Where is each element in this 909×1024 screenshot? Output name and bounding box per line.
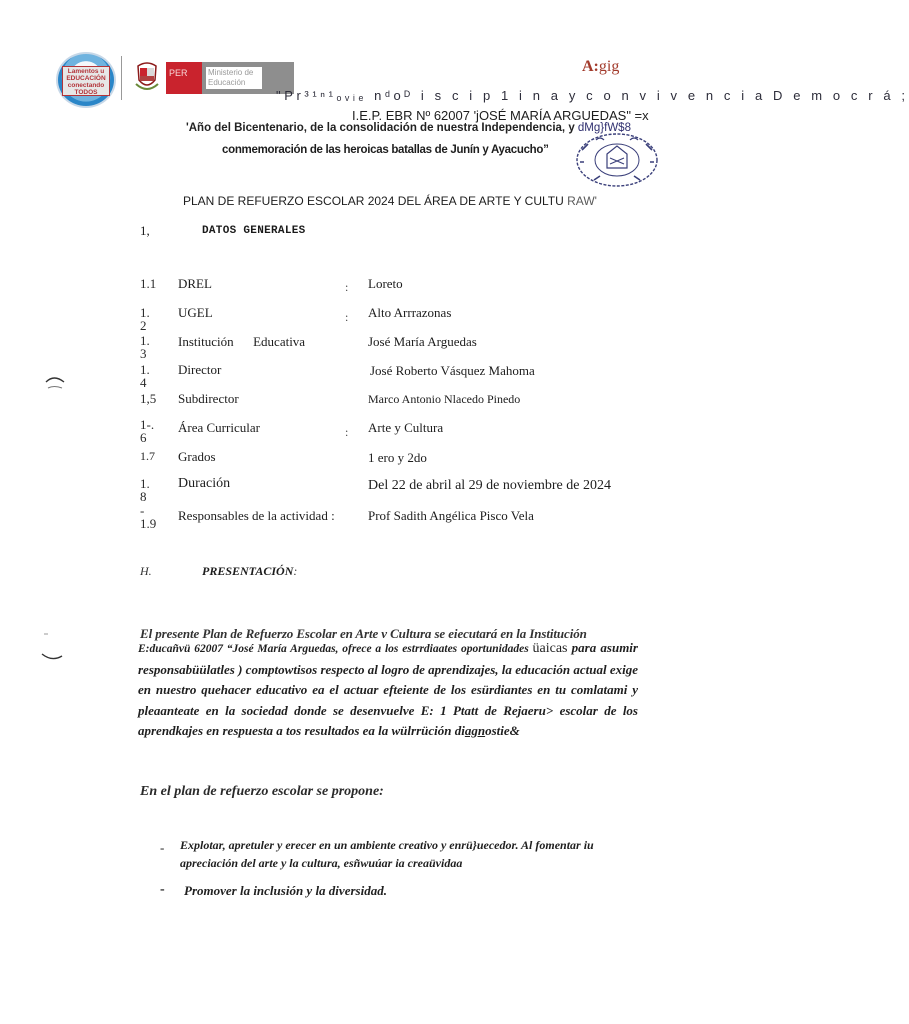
proposals-heading: En el plan de refuerzo escolar se propone:	[140, 784, 384, 799]
bullet-dash: -	[160, 840, 165, 855]
conmemoracion-line: conmemoración de las heroicas batallas de Junín y Ayacucho”	[222, 144, 549, 156]
row-number: 1,5	[140, 391, 157, 406]
row-value: Marco Antonio Nlacedo Pinedo	[368, 392, 521, 406]
row-label: Grados	[178, 449, 216, 464]
scan-artifact	[44, 374, 66, 390]
ministry-logo	[166, 62, 294, 94]
row-value: Del 22 de abril al 29 de noviembre de 2024	[368, 478, 611, 493]
education-campaign-logo	[56, 52, 116, 108]
row-colon: :	[345, 310, 349, 324]
row-label: Duración	[178, 476, 231, 491]
header-divider	[121, 56, 122, 100]
row-value: José María Arguedas	[368, 334, 477, 349]
row-value: Alto Arrrazonas	[368, 305, 452, 320]
row-label: Institución Educativa	[178, 334, 306, 349]
row-colon: :	[345, 425, 349, 439]
scan-artifact	[40, 630, 64, 664]
proposal-item: Promover la inclusión y la diversidad.	[184, 883, 387, 898]
row-number: 1.7	[140, 449, 155, 463]
ministry-name: Ministerio de Educación	[206, 67, 262, 89]
row-number: - 1.9	[140, 503, 157, 531]
presentation-heading-line: El presente Plan de Refuerzo Escolar en Arte v Cultura se eiecutará en la Institución	[140, 626, 587, 641]
row-value: Arte y Cultura	[368, 420, 444, 435]
row-label: Responsables de la actividad :	[178, 508, 335, 523]
school-stamp-seal	[574, 132, 660, 188]
bullet-dash: -	[160, 882, 165, 897]
row-number: 1-. 6	[140, 417, 155, 445]
row-label: Subdirector	[178, 391, 239, 406]
logo-text-line: TODOS	[74, 89, 98, 96]
logo-text-line: conectando	[67, 82, 105, 89]
row-number: 1. 4	[140, 362, 150, 390]
plan-title: PLAN DE REFUERZO ESCOLAR 2024 DEL ÁREA DE ARTE Y CULTU RAW'	[183, 194, 597, 208]
corner-mark: A:gig	[582, 58, 620, 75]
row-value: Loreto	[368, 276, 403, 291]
bicentenario-line: 'Año del Bicentenario, de la consolidación de nuestra Independencia, y dMg}fW$8	[186, 122, 631, 134]
row-value: 1 ero y 2do	[368, 450, 427, 465]
peru-coat-of-arms-icon	[134, 60, 160, 94]
row-number: 1. 2	[140, 305, 150, 333]
proposal-item: Explotar, apretuler y erecer en un ambiente creativo y enrü}uecedor. Al fomentar iu apreciación del arte y la cultura, esñwuúar ia creaüvidaa	[180, 838, 594, 870]
row-number: 1.1	[140, 276, 157, 291]
row-label: DREL	[178, 276, 212, 291]
school-name-line: I.E.P. EBR Nº 62007 'jOSÉ MARÍA ARGUEDAS" =x	[352, 108, 649, 123]
logo-text-line: Lamentos u	[67, 68, 105, 75]
row-colon: :	[345, 280, 349, 294]
section-title: DATOS GENERALES	[202, 225, 306, 237]
section-number: H.	[140, 564, 152, 578]
row-label: UGEL	[178, 305, 213, 320]
row-value: José Roberto Vásquez Mahoma	[370, 363, 535, 378]
row-label: Director	[178, 362, 222, 377]
year-name-line: "Pr³¹ⁿ¹ₒᵥᵢₑ nᵈoᴰ i s c i p 1 i n a y c o n v i v e n c i a D e m o c r á ;	[276, 88, 909, 103]
row-label: Área Curricular	[178, 420, 260, 435]
presentation-paragraph: E:ducañvü 62007 “José María Arguedas, ofrece a los estrrdiaates oportunidades üaicas para asumir responsabüülatles ) comptowtisos respecto al logro de aprendizajes, la educación actual exige en nuestro quehacer educativo ea el actuar efteiente de los esürdiantes en tu comlatami y pleaanteate en la sociedad donde se desenvuelve E: 1 Ptatt de Rejaeru> escolar de los aprendkajes en respuesta a tos resultados ea la wülrrüción diagnostie&	[138, 640, 638, 738]
section-number: 1,	[140, 223, 150, 238]
section-title: PRESENTACIÓN:	[202, 564, 298, 578]
row-number: 1. 8	[140, 476, 150, 504]
ministry-country: PER	[169, 68, 188, 78]
row-number: 1. 3	[140, 333, 150, 361]
logo-text-line: EDUCACIÓN	[66, 75, 106, 82]
row-value: Prof Sadith Angélica Pisco Vela	[368, 508, 534, 523]
